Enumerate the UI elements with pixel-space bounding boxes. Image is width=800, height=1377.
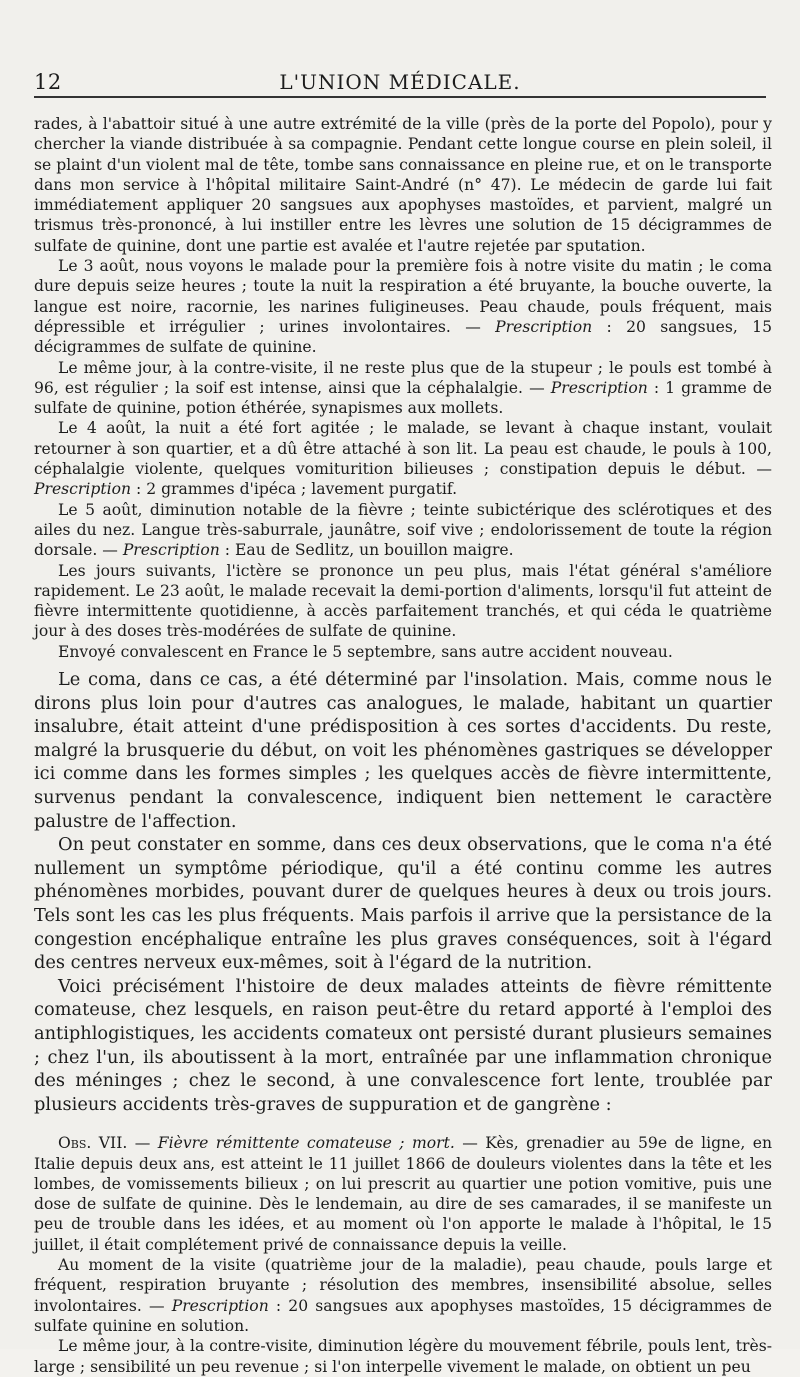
- commentary-two-patients: Voici précisément l'histoire de deux malades atteints de fièvre rémittente comateuse, chez lesquels, en raison peut-être du retard apporté à l'emploi des antiphlogistiques, les accidents comateux ont persisté durant plusieurs semaines ; chez l'un, ils aboutissent à la mort, entraînée par une inflammation chronique des méninges ; chez le second, à une convalescence fort lente, troublée par plusieurs accidents très-graves de suppuration et de gangrène :: [34, 975, 772, 1115]
- prescription-label: Prescription: [171, 1296, 269, 1315]
- paragraph-following-days: Les jours suivants, l'ictère se prononce un peu plus, mais l'état général s'améliore rapidement. Le 23 août, le malade recevait la demi-portion d'aliments, lorsqu'il fut atteint de fièvre intermittente quotidienne, à accès parfaitement tranchés, et qui céda le quatrième jour à des doses très-modérées de sulfate de quinine.: [34, 561, 772, 641]
- paragraph-august-5: [34, 500, 772, 561]
- page-number: 12: [34, 70, 62, 94]
- paragraph-text: : 2 grammes d'ipéca ; lavement purgatif.: [131, 480, 458, 499]
- observation-title: Fièvre rémittente comateuse ; mort.: [157, 1134, 455, 1153]
- paragraph-text: Le 4 août, la nuit a été fort agitée ; le malade, se levant à chaque instant, voulait retourner à son quartier, et a dû être attaché à son lit. La peau est chaude, le pouls à 100, céphalalgie violente, quelques vomiturition bilieuses ; constipation depuis le début. —: [34, 419, 772, 479]
- prescription-label: Prescription: [34, 480, 132, 499]
- paragraph-text: — Kès, grenadier au 59e de ligne, en Italie depuis deux ans, est atteint le 11 juillet 1866 de douleurs violentes dans la tête et les lombes, de vomissements bilieux ; on lui prescrit au quartier une potion vomitive, puis une dose de sulfate de quinine. Dès le lendemain, au dire de ses camarades, il se manifeste un peu de trouble dans les idées, et au moment où l'on apporte le malade à l'hôpital, le 15 juillet, il était complétement privé de connaissance depuis la veille.: [34, 1134, 772, 1254]
- running-title: L'UNION MÉDICALE.: [279, 70, 521, 94]
- paragraph-counter-visit: [34, 358, 772, 419]
- paragraph-august-3: [34, 256, 772, 357]
- paragraph-same-day-counter-visit: Le même jour, à la contre-visite, diminution légère du mouvement fébrile, pouls lent, très-large ; sensibilité un peu revenue ; si l'on interpelle vivement le malade, on obtient un peu: [34, 1337, 772, 1376]
- paragraph-text: : Eau de Sedlitz, un bouillon maigre.: [219, 541, 514, 560]
- paragraph-continuation: rades, à l'abattoir situé à une autre extrémité de la ville (près de la porte del Popolo), pour y chercher la viande distribuée à sa compagnie. Pendant cette longue course en plein soleil, il se plaint d'un violent mal de tête, tombe sans connaissance en pleine rue, et on le transporte dans mon service à l'hôpital militaire Saint-André (n° 47). Le médecin de garde lui fait immédiatement appliquer 20 sangsues aux apophyses mastoïdes, et parvient, malgré un trismus très-prononcé, à lui instiller entre les lèvres une solution de 15 décigrammes de sulfate de quinine, dont une partie est avalée et l'autre rejetée par sputation.: [34, 115, 772, 255]
- paragraph-visit-fourth-day: [34, 1255, 772, 1336]
- paragraph-text: —: [127, 1134, 158, 1153]
- paragraph-august-4: [34, 418, 772, 499]
- paragraph-text: : 20 sangsues, 15 décigrammes de sulfate de quinine.: [34, 317, 772, 357]
- observation-number: Obs. VII.: [58, 1134, 128, 1153]
- observation-vii: [34, 1133, 772, 1255]
- paragraph-text: Au moment de la visite (quatrième jour de la maladie), peau chaude, pouls large et fréquent, respiration bruyante ; résolution des membres, insensibilité absolue, selles involontaires. —: [34, 1256, 772, 1315]
- article-body: [34, 114, 773, 1376]
- paragraph-text: : 1 gramme de sulfate de quinine, potion éthérée, synapismes aux mollets.: [34, 378, 773, 418]
- prescription-label: Prescription: [550, 378, 648, 397]
- spacer: [34, 1116, 772, 1133]
- prescription-label: Prescription: [495, 317, 593, 336]
- paragraph-text: Le 5 août, diminution notable de la fièvre ; teinte subictérique des sclérotiques et des ailes du nez. Langue très-saburrale, jaunâtre, soif vive ; endolorissement de toute la région dorsale. —: [34, 500, 772, 560]
- commentary-two-observations: On peut constater en somme, dans ces deux observations, que le coma n'a été nullement un symptôme périodique, qu'il a été continu comme les autres phénomènes morbides, pouvant durer de quelques heures à deux ou trois jours. Tels sont les cas les plus fréquents. Mais parfois il arrive que la persistance de la congestion encéphalique entraîne les plus graves conséquences, soit à l'égard des centres nerveux eux-mêmes, soit à l'égard de la nutrition.: [34, 834, 772, 974]
- prescription-label: Prescription: [122, 541, 220, 560]
- paragraph-text: Le même jour, à la contre-visite, il ne reste plus que de la stupeur ; le pouls est tombé à 96, est régulier ; la soif est intense, ainsi que la céphalalgie. —: [34, 358, 772, 397]
- page-header: [34, 66, 766, 98]
- paragraph-text: Le 3 août, nous voyons le malade pour la première fois à notre visite du matin ; le coma dure depuis seize heures ; toute la nuit la respiration a été bruyante, la bouche ouverte, la langue est noire, racornie, les narines fuligineuses. Peau chaude, pouls fréquent, mais dépressible et irrégulier ; urines involontaires. —: [34, 257, 772, 336]
- paragraph-text: : 20 sangsues aux apophyses mastoïdes, 15 décigrammes de sulfate quinine en solution.: [34, 1296, 772, 1335]
- paragraph-convalescent: Envoyé convalescent en France le 5 septembre, sans autre accident nouveau.: [58, 642, 673, 661]
- commentary-coma-insolation: Le coma, dans ce cas, a été déterminé par l'insolation. Mais, comme nous le dirons plus loin pour d'autres cas analogues, le malade, habitant un quartier insalubre, était atteint d'une prédisposition à ces sortes d'accidents. Du reste, malgré la brusquerie du début, on voit les phénomènes gastriques se développer ici comme dans les formes simples ; les quelques accès de fièvre intermittente, survenus pendant la convalescence, indiquent bien nettement le caractère palustre de l'affection.: [34, 669, 772, 832]
